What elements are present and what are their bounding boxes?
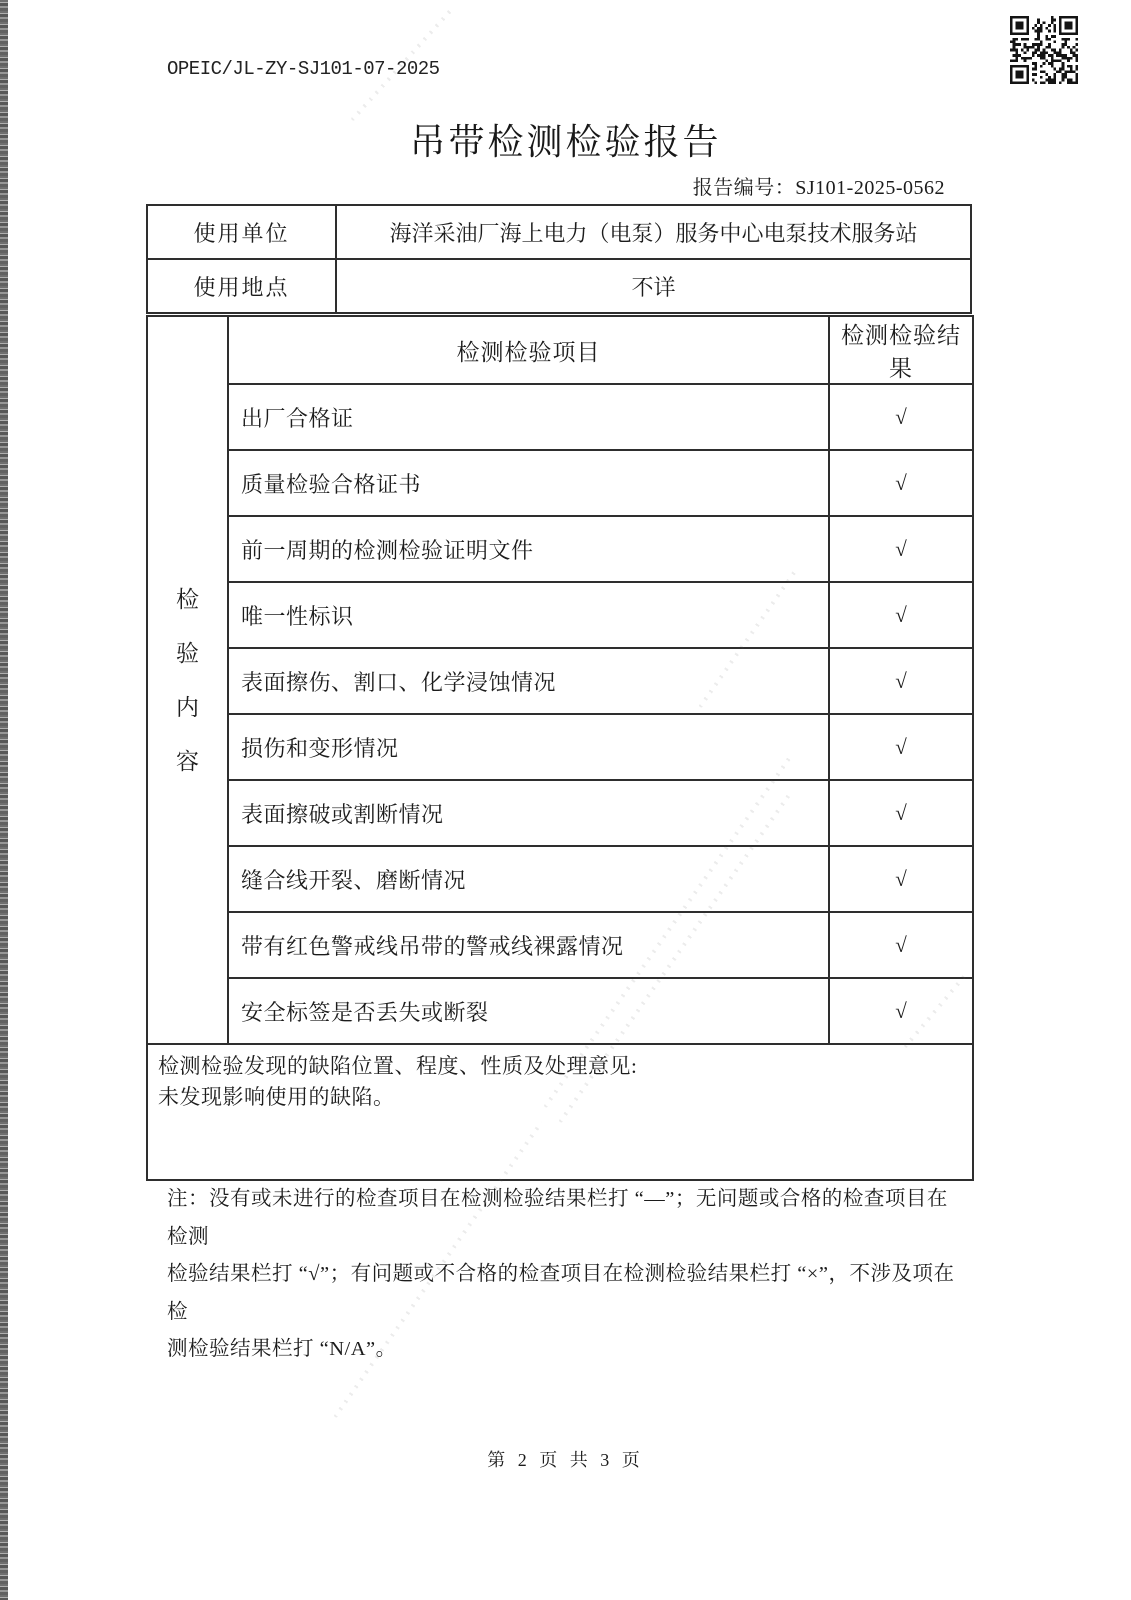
page-number: 第 2 页 共 3 页 xyxy=(487,1450,644,1470)
inspection-item: 前一周期的检测检验证明文件 xyxy=(228,516,829,582)
table-row xyxy=(147,516,973,582)
inspection-item: 表面擦伤、割口、化学浸蚀情况 xyxy=(228,648,829,714)
inspection-result-checkmark: √ xyxy=(829,780,973,846)
footnote-line: 检验结果栏打 “√”；有问题或不合格的检查项目在检测检验结果栏打 “×”，不涉及项在检 xyxy=(167,1263,955,1323)
inspection-item: 出厂合格证 xyxy=(228,384,829,450)
footnote xyxy=(167,1181,967,1369)
inspection-table xyxy=(146,315,974,1181)
page-title: 吊带检测检验报告 xyxy=(409,122,722,162)
inspection-result-checkmark: √ xyxy=(829,516,973,582)
inspection-item: 唯一性标识 xyxy=(228,582,829,648)
defect-remarks-row xyxy=(147,1044,973,1180)
table-row xyxy=(147,648,973,714)
report-number-value: SJ101-2025-0562 xyxy=(795,177,945,199)
usage-info-table xyxy=(146,204,972,314)
table-row xyxy=(147,582,973,648)
usage-unit-label: 使用单位 xyxy=(147,205,336,259)
table-row xyxy=(147,714,973,780)
usage-location-label: 使用地点 xyxy=(147,259,336,313)
table-row xyxy=(147,384,973,450)
inspection-content-side-label xyxy=(147,316,228,1044)
table-header-row xyxy=(147,316,973,384)
inspection-item: 带有红色警戒线吊带的警戒线裸露情况 xyxy=(228,912,829,978)
usage-unit-value: 海洋采油厂海上电力（电泵）服务中心电泵技术服务站 xyxy=(336,205,971,259)
column-header-item: 检测检验项目 xyxy=(228,316,829,384)
report-number xyxy=(693,171,945,200)
defect-remarks-conclusion: 未发现影响使用的缺陷。 xyxy=(158,1085,395,1109)
vertical-label xyxy=(148,588,227,773)
inspection-result-checkmark: √ xyxy=(829,846,973,912)
document-code: OPEIC/JL-ZY-SJ101-07-2025 xyxy=(167,58,440,80)
side-label-char: 检 xyxy=(176,586,199,612)
inspection-item: 质量检验合格证书 xyxy=(228,450,829,516)
side-label-char: 内 xyxy=(176,694,199,720)
scan-edge-artifact xyxy=(0,0,8,1600)
inspection-item: 安全标签是否丢失或断裂 xyxy=(228,978,829,1044)
inspection-item: 表面擦破或割断情况 xyxy=(228,780,829,846)
table-row xyxy=(147,978,973,1044)
inspection-result-checkmark: √ xyxy=(829,582,973,648)
usage-location-value: 不详 xyxy=(336,259,971,313)
table-row xyxy=(147,450,973,516)
inspection-result-checkmark: √ xyxy=(829,978,973,1044)
inspection-result-checkmark: √ xyxy=(829,714,973,780)
table-row xyxy=(147,205,971,259)
footnote-line: 测检验结果栏打 “N/A”。 xyxy=(167,1338,397,1360)
defect-remarks-cell xyxy=(147,1044,973,1180)
qr-code-icon xyxy=(1010,14,1078,86)
table-row xyxy=(147,912,973,978)
inspection-result-checkmark: √ xyxy=(829,450,973,516)
table-row xyxy=(147,846,973,912)
inspection-result-checkmark: √ xyxy=(829,912,973,978)
inspection-result-checkmark: √ xyxy=(829,648,973,714)
report-number-label: 报告编号： xyxy=(692,177,796,199)
inspection-item: 损伤和变形情况 xyxy=(228,714,829,780)
column-header-result: 检测检验结果 xyxy=(829,316,973,384)
inspection-result-checkmark: √ xyxy=(829,384,973,450)
table-row xyxy=(147,259,971,313)
inspection-item: 缝合线开裂、磨断情况 xyxy=(228,846,829,912)
side-label-char: 容 xyxy=(176,748,199,774)
table-row xyxy=(147,780,973,846)
footnote-line: 注：没有或未进行的检查项目在检测检验结果栏打 “—”；无问题或合格的检查项目在检测 xyxy=(167,1188,948,1248)
defect-remarks-title: 检测检验发现的缺陷位置、程度、性质及处理意见: xyxy=(158,1054,638,1078)
side-label-char: 验 xyxy=(176,640,199,666)
